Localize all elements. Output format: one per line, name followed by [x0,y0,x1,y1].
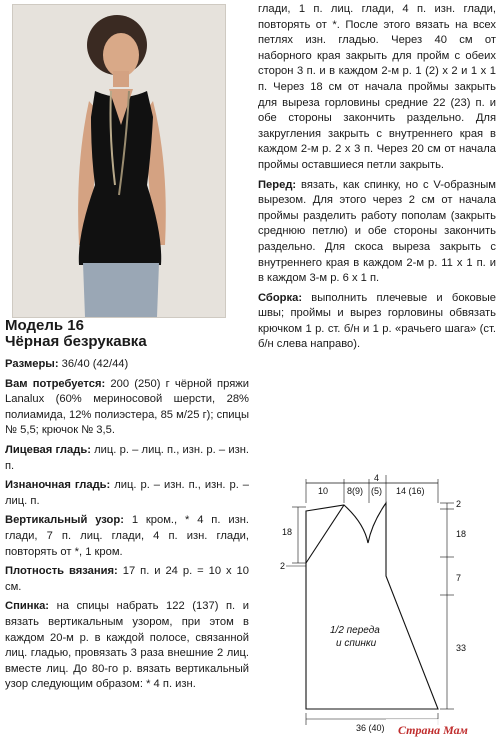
garment-outline [306,503,438,709]
reverse-stockinette-label: Изнаночная гладь: [5,479,111,492]
dim-top-8: 8(9) [347,486,364,496]
materials-paragraph [5,377,249,439]
watermark-logo: Страна Мам [398,723,468,737]
dim-right-33: 33 [456,643,467,653]
instructions-left-column [5,318,249,697]
back-label: Спинка: [5,600,50,613]
reverse-stockinette-text: лиц. р. – изн. п., изн. р. – лиц. п. [5,479,249,507]
back-text: на спицы набрать 122 (137) п. и вязать вертикальным узором, при этом в каждом 20-м р. в каждой полосе, связанной лиц. гладью, провязать 3 раза внешние 2 лиц. вместе лиц. До 80-го р. вязать вертикальный узор следующим образом: * 4 п. изн. [5,600,249,691]
stockinette-label: Лицевая гладь: [5,443,91,456]
reverse-stockinette-paragraph [5,478,249,509]
back-paragraph [5,599,249,693]
vertical-pattern-paragraph [5,513,249,560]
instructions-right-column [258,2,496,357]
dim-left-2: 2 [280,561,286,571]
pattern-schematic [260,473,496,735]
dim-top-4: 4 [374,473,380,483]
dim-top-14: 14 (16) [396,486,425,496]
assembly-label: Сборка: [258,291,303,304]
dim-right-18: 18 [456,529,467,539]
assembly-paragraph [258,291,496,353]
schematic-label-line1: 1/2 переда [330,625,380,636]
dim-top-10: 10 [318,486,329,496]
vertical-pattern-text: 1 кром., * 4 п. изн. глади, 7 п. лиц. глади, 4 п. изн. глади, повторять от *, 1 кром. [5,514,249,558]
stockinette-paragraph [5,443,249,474]
front-label: Перед: [258,178,297,191]
vertical-pattern-label: Вертикальный узор: [5,514,124,527]
sizes-text: 36/40 (42/44) [58,358,129,370]
dim-right-7: 7 [456,573,462,583]
gauge-label: Плотность вязания: [5,565,118,578]
model-number: Модель 16 [5,317,84,334]
model-photo [12,4,226,318]
dim-bottom-36: 36 (40) [356,723,385,733]
dim-top-5: (5) [371,486,382,496]
materials-text: 200 (250) г чёрной пряжи Lanalux (60% мериносовой шерсти, 28% полиамида, 12% полиэстера, 85 м/25 г); спицы № 5,5; крючок № 3,5. [5,377,249,437]
page-title: Чёрная безрукавка [5,333,147,350]
back-continuation-text: глади, 1 п. лиц. глади, 4 п. изн. глади, повторять от *. После этого вязать на всех петлях изн. гладью. Через 40 см от наборного края закрыть для пройм с обеих сторон 3 п. и в каждом 2-м р. 1 (2) х 2 и 1 х 1 п. Через 18 см от начала проймы закрыть для выреза горловины средние 22 (23) п. и обе стороны закончить раздельно. Для закругления закрыть с внутреннего края в каждом 2-м р. 2 х 3 п. Через 20 см от начала проймы оставшиеся петли закрыть. [258,3,496,171]
dim-left-18: 18 [282,527,293,537]
sizes-paragraph [5,357,249,373]
gauge-paragraph [5,564,249,595]
gauge-text: 17 п. и 24 р. = 10 х 10 см. [5,565,249,593]
front-text: вязать, как спинку, но с V-образным вырезом. Для этого через 2 см от начала проймы разделить работу пополам (закрыть среднюю петлю) и обе стороны закончить раздельно. Для скоса выреза закрыть с внутреннего края в каждом 2-м р. 11 х 1 п. и в каждом 3-м р. 6 х 1 п. [258,178,496,285]
materials-label: Вам потребуется: [5,377,106,390]
sizes-label: Размеры: [5,358,59,370]
dim-right-2: 2 [456,499,462,509]
front-paragraph [258,178,496,287]
schematic-label-line2: и спинки [336,638,377,649]
assembly-text: выполнить плечевые и боковые швы; проймы и вырез горловины обвязать крючком 1 р. ст. б/н и 1 р. «рачьего шага» (ст. б/н слева направо). [258,291,496,351]
stockinette-text: лиц. р. – лиц. п., изн. р. – изн. п. [5,443,249,472]
